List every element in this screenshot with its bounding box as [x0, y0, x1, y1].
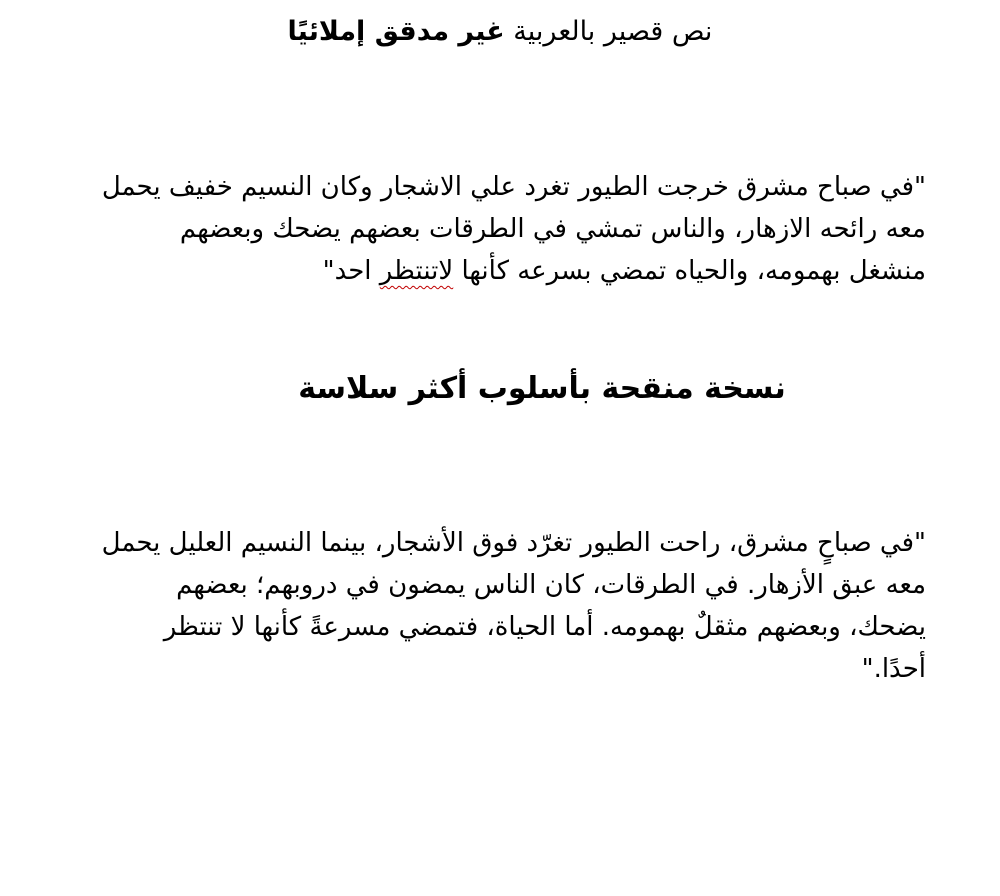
document-title	[0, 12, 1000, 52]
original-paragraph[interactable]	[96, 166, 926, 292]
revised-paragraph[interactable]: "في صباحٍ مشرق، راحت الطيور تغرّد فوق الأشجار، بينما النسيم العليل يحمل معه عبق الأزهار. في الطرقات، كان الناس يمضون في دروبهم؛ بعضهم يضحك، وبعضهم مثقلٌ بهمومه. أما الحياة، فتمضي مسرعةً كأنها لا تنتظر أحدًا."	[101, 528, 926, 684]
original-paragraph-end: احد"	[322, 256, 380, 286]
title-bold-text: غير مدقق إملائيًا	[287, 16, 505, 47]
original-paragraph-text: "في صباح مشرق خرجت الطيور تغرد علي الاشجار وكان النسيم خفيف يحمل معه رائحه الازهار، والناس تمشي في الطرقات بعضهم يضحك وبعضهم منشغل بهمومه، والحياه تمضي بسرعه كأنها	[101, 172, 926, 286]
misspelled-word[interactable]: لاتنتظر	[379, 256, 454, 286]
title-normal-text: نص قصير بالعربية	[513, 16, 713, 47]
revised-heading: نسخة منقحة بأسلوب أكثر سلاسة	[298, 371, 786, 406]
